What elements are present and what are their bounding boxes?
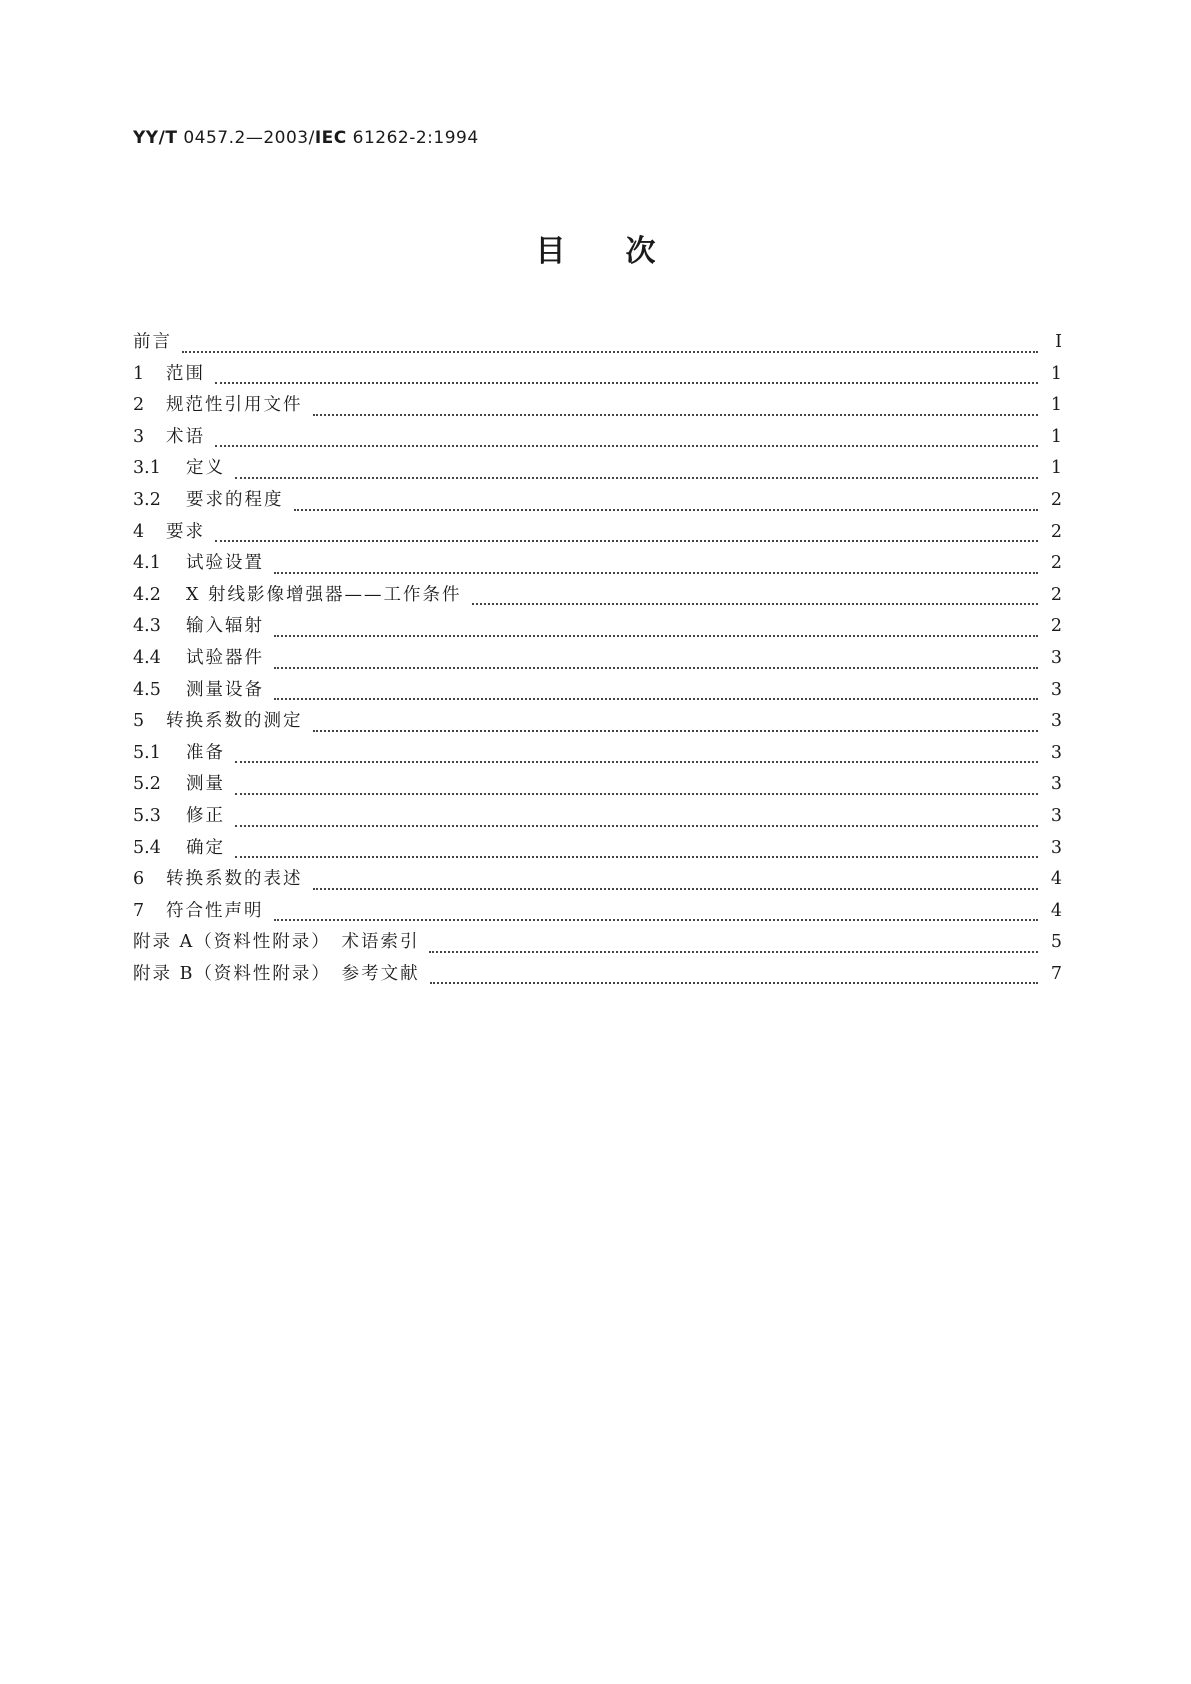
toc-entry-number: 3.1 — [133, 458, 161, 479]
toc-entry-number: 1 — [133, 363, 145, 384]
toc-entry[interactable] — [133, 328, 1062, 360]
toc-leader-dots — [429, 937, 1038, 955]
toc-entry-number: 4.4 — [133, 647, 161, 668]
toc-entry-page: 3 — [1050, 805, 1062, 826]
toc-leader-dots — [215, 432, 1038, 450]
toc-entry[interactable] — [133, 581, 1062, 613]
toc-entry-number: 5.3 — [133, 805, 161, 826]
toc-entry[interactable] — [133, 454, 1062, 486]
toc-leader-dots — [235, 779, 1038, 797]
toc-leader-dots — [274, 685, 1038, 703]
toc-entry-number: 3.2 — [133, 489, 161, 510]
toc-leader-dots — [274, 653, 1038, 671]
toc-entry[interactable] — [133, 360, 1062, 392]
toc-entry-page: I — [1055, 332, 1062, 352]
toc-entry[interactable] — [133, 612, 1062, 644]
toc-entry-page: 2 — [1050, 553, 1062, 574]
toc-entry[interactable] — [133, 865, 1062, 897]
toc-entry-page: 3 — [1050, 647, 1062, 668]
toc-entry-title: 规范性引用文件 — [166, 395, 303, 416]
toc-entry[interactable] — [133, 707, 1062, 739]
toc-leader-dots — [235, 811, 1038, 829]
toc-leader-dots — [215, 369, 1038, 387]
toc-entry-title: 试验器件 — [186, 647, 264, 668]
toc-entry-title: X 射线影像增强器——工作条件 — [186, 584, 462, 605]
toc-entry-page: 4 — [1050, 869, 1062, 890]
toc-entry[interactable] — [133, 518, 1062, 550]
standard-prefix: YY/T — [133, 128, 178, 148]
toc-entry-title: 要求 — [166, 521, 205, 542]
toc-entry-title: 输入辐射 — [186, 616, 264, 637]
toc-entry[interactable] — [133, 423, 1062, 455]
toc-entry-number: 4.1 — [133, 553, 161, 574]
toc-entry[interactable] — [133, 486, 1062, 518]
toc-entry-title: 转换系数的测定 — [166, 711, 303, 732]
toc-entry-number: 2 — [133, 395, 145, 416]
toc-entry-title: 试验设置 — [186, 553, 264, 574]
toc-entry-number: 5.1 — [133, 742, 161, 763]
toc-entry-title: 前言 — [133, 332, 172, 352]
toc-entry-number: 3 — [133, 426, 145, 447]
toc-entry[interactable] — [133, 802, 1062, 834]
toc-leader-dots — [235, 463, 1038, 481]
toc-entry[interactable] — [133, 834, 1062, 866]
toc-entry-page: 3 — [1050, 742, 1062, 763]
toc-entry[interactable] — [133, 644, 1062, 676]
toc-leader-dots — [294, 495, 1039, 513]
toc-leader-dots — [313, 716, 1039, 734]
toc-entry[interactable] — [133, 960, 1062, 992]
toc-leader-dots — [235, 843, 1038, 861]
toc-entry-number: 4.5 — [133, 679, 161, 700]
toc-leader-dots — [235, 748, 1038, 766]
toc-entry-number: 4.2 — [133, 584, 161, 605]
toc-entry-page: 1 — [1050, 395, 1062, 416]
toc-entry-number: 5.2 — [133, 774, 161, 795]
toc-leader-dots — [215, 527, 1038, 545]
toc-entry-title: 测量设备 — [186, 679, 264, 700]
toc-entry-page: 1 — [1050, 458, 1062, 479]
standard-number: 0457.2—2003/ — [177, 128, 315, 148]
toc-entry[interactable] — [133, 676, 1062, 708]
toc-entry-title: 附录 B（资料性附录） 参考文献 — [133, 963, 420, 984]
toc-entry-number: 5 — [133, 711, 145, 732]
toc-entry-page: 2 — [1050, 489, 1062, 510]
toc-entry-page: 7 — [1050, 963, 1062, 984]
toc-entry[interactable] — [133, 770, 1062, 802]
toc-leader-dots — [274, 906, 1039, 924]
toc-entry-title: 确定 — [186, 837, 225, 858]
toc-entry-page: 3 — [1050, 774, 1062, 795]
toc-leader-dots — [430, 969, 1038, 987]
toc-entry-title: 测量 — [186, 774, 225, 795]
toc-entry-page: 4 — [1050, 900, 1062, 921]
toc-entry-title: 转换系数的表述 — [166, 869, 303, 890]
toc-entry-page: 2 — [1050, 521, 1062, 542]
toc-entry[interactable] — [133, 739, 1062, 771]
toc-leader-dots — [274, 621, 1038, 639]
toc-entry[interactable] — [133, 897, 1062, 929]
toc-entry-number: 4 — [133, 521, 145, 542]
toc-entry-number: 6 — [133, 869, 145, 890]
toc-entry-page: 1 — [1050, 363, 1062, 384]
toc-entry-title: 修正 — [186, 805, 225, 826]
iec-number: 61262-2:1994 — [346, 128, 479, 148]
document-header — [133, 128, 479, 148]
toc-leader-dots — [182, 337, 1038, 355]
toc-entry[interactable] — [133, 928, 1062, 960]
toc-leader-dots — [313, 400, 1039, 418]
iec-prefix: IEC — [314, 128, 347, 148]
toc-entry-title: 定义 — [186, 458, 225, 479]
toc-entry-title: 附录 A（资料性附录） 术语索引 — [133, 932, 420, 953]
toc-entry-title: 符合性声明 — [166, 900, 264, 921]
toc-entry-title: 术语 — [166, 426, 205, 447]
toc-leader-dots — [274, 558, 1038, 576]
toc-entry-page: 3 — [1050, 837, 1062, 858]
toc-entry-page: 3 — [1050, 711, 1062, 732]
toc-entry-title: 要求的程度 — [186, 489, 284, 510]
toc-entry-page: 3 — [1050, 679, 1062, 700]
toc-entry-number: 7 — [133, 900, 145, 921]
toc-entry-page: 2 — [1050, 584, 1062, 605]
toc-entry-title: 范围 — [166, 363, 205, 384]
table-of-contents — [133, 328, 1062, 991]
toc-entry[interactable] — [133, 391, 1062, 423]
toc-entry-page: 2 — [1050, 616, 1062, 637]
toc-entry[interactable] — [133, 549, 1062, 581]
toc-leader-dots — [472, 590, 1038, 608]
toc-leader-dots — [313, 874, 1039, 892]
toc-entry-page: 5 — [1050, 932, 1062, 953]
toc-entry-number: 5.4 — [133, 837, 161, 858]
page-title: 目次 — [535, 234, 716, 269]
toc-entry-title: 准备 — [186, 742, 225, 763]
toc-entry-number: 4.3 — [133, 616, 161, 637]
toc-entry-page: 1 — [1050, 426, 1062, 447]
